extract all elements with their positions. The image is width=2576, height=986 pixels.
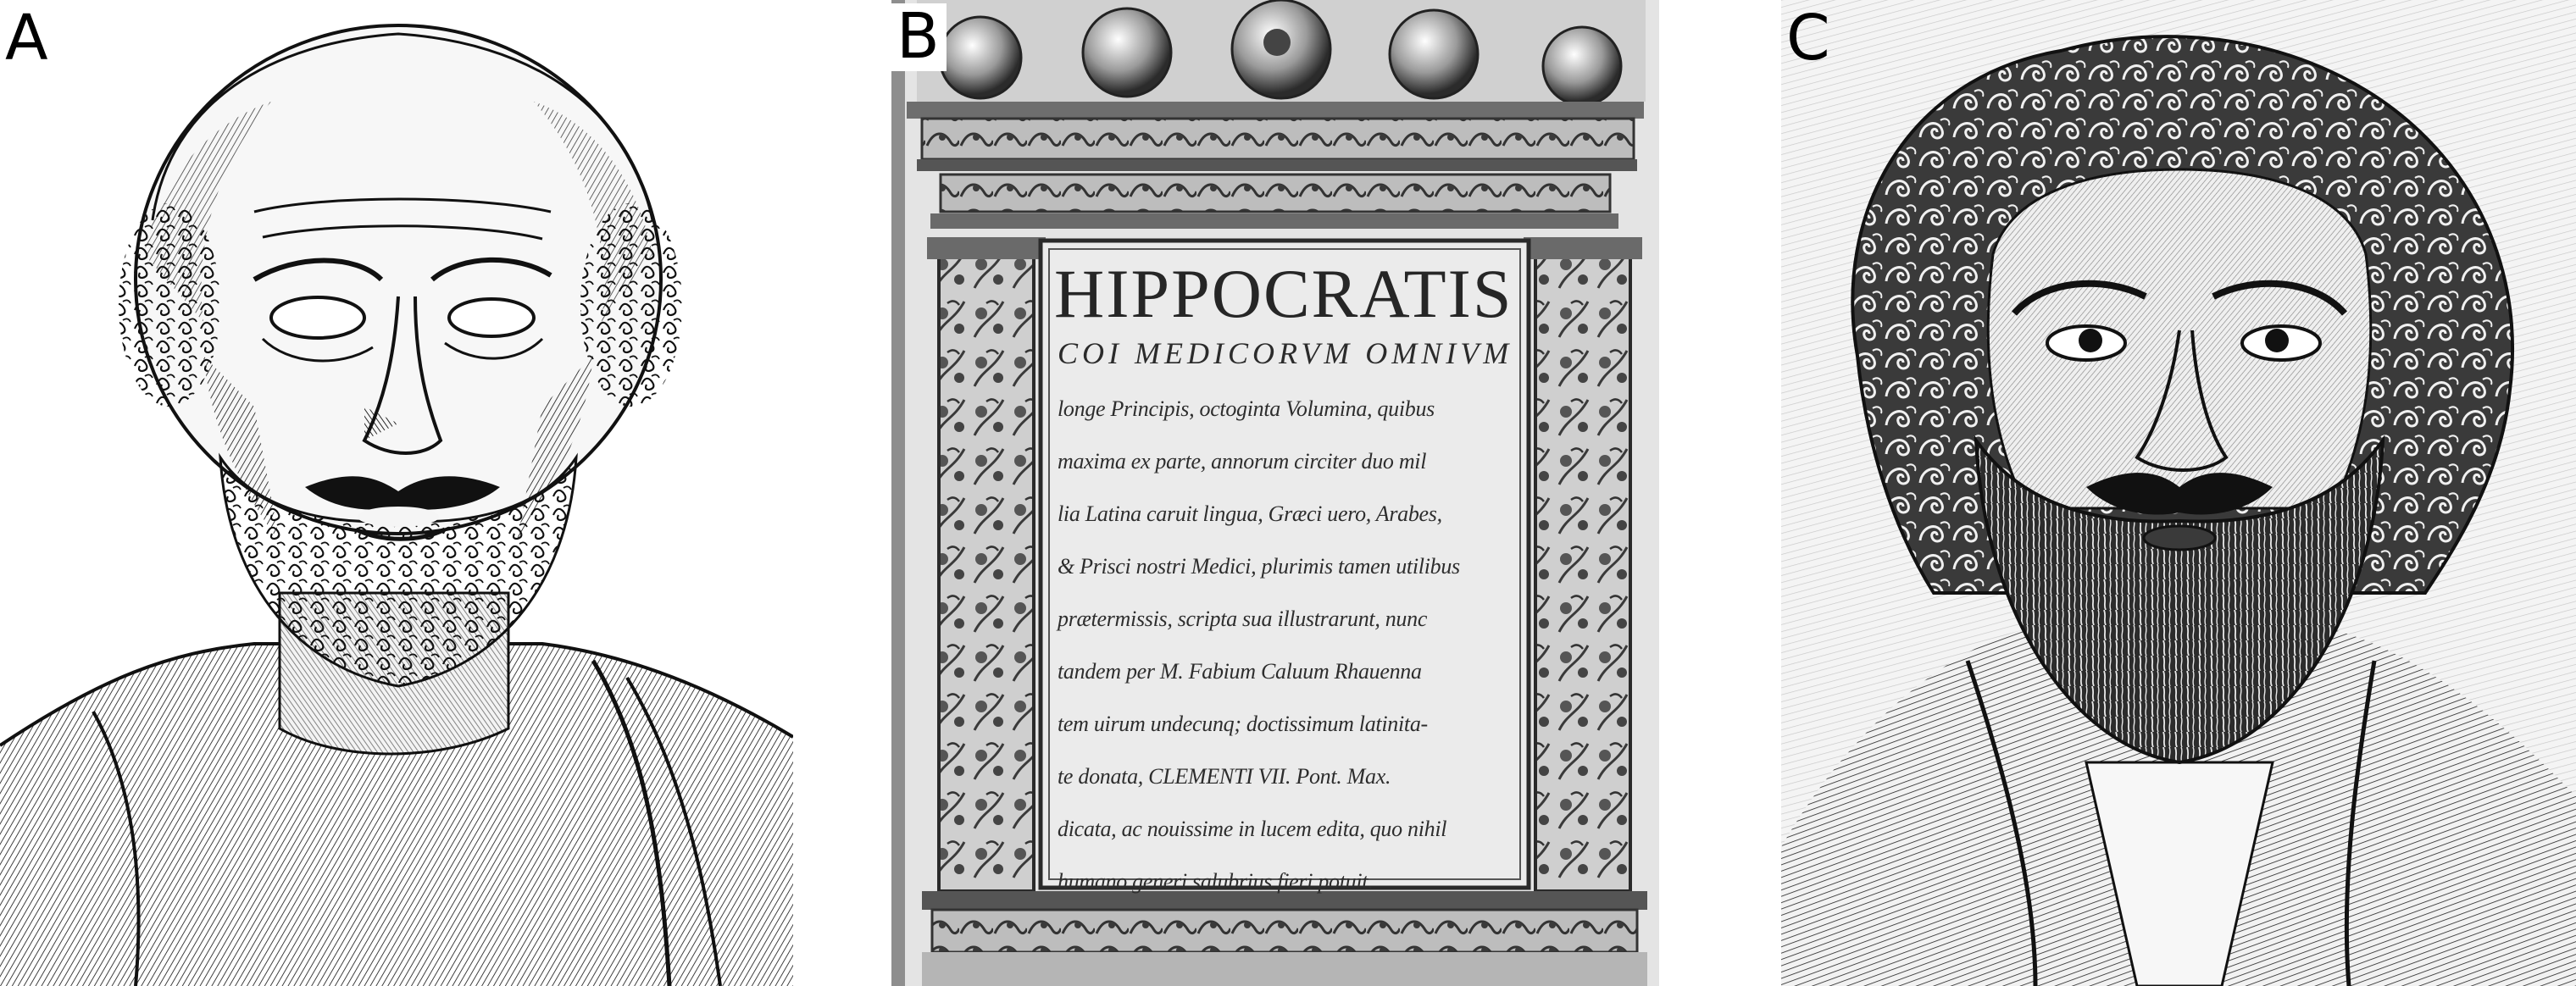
title-page-line: maxima ex parte, annorum circiter duo mil	[1058, 448, 1427, 474]
title-page-text	[1054, 254, 1515, 908]
title-page-engraving	[891, 0, 1659, 986]
title-page-line: tandem per M. Fabium Caluum Rhauenna	[1058, 658, 1422, 684]
title-page-heading: HIPPOCRATIS	[1054, 255, 1513, 332]
portrait-engraving-image	[1781, 0, 2576, 986]
title-page-line: dicata, ac nouissime in lucem edita, quo nihil	[1058, 816, 1447, 841]
panel-label-b: B	[891, 3, 947, 71]
title-page-line: lia Latina caruit lingua, Græci uero, Arabes,	[1058, 501, 1442, 526]
panel-label-a: A	[5, 2, 48, 75]
bearded-portrait-engraving	[1781, 0, 2576, 986]
title-page-line: prætermissis, scripta sua illustrarunt, nunc	[1058, 606, 1428, 631]
title-page-line: longe Principis, octoginta Volumina, quibus	[1058, 396, 1435, 421]
bust-engraving-image	[0, 0, 793, 986]
panel-label-c: C	[1786, 2, 1830, 75]
title-page-subtitle: COI MEDICORVM OMNIVM	[1058, 336, 1513, 370]
bust-portrait-engraving	[0, 0, 793, 986]
title-page-line: & Prisci nostri Medici, plurimis tamen utilibus	[1058, 553, 1460, 579]
title-page-line: tem uirum undecunq; doctissimum latinita-	[1058, 711, 1428, 736]
title-page-line: humano generi salubrius fieri potuit.	[1058, 868, 1374, 894]
title-page-line: te donata, CLEMENTI VII. Pont. Max.	[1058, 763, 1391, 789]
